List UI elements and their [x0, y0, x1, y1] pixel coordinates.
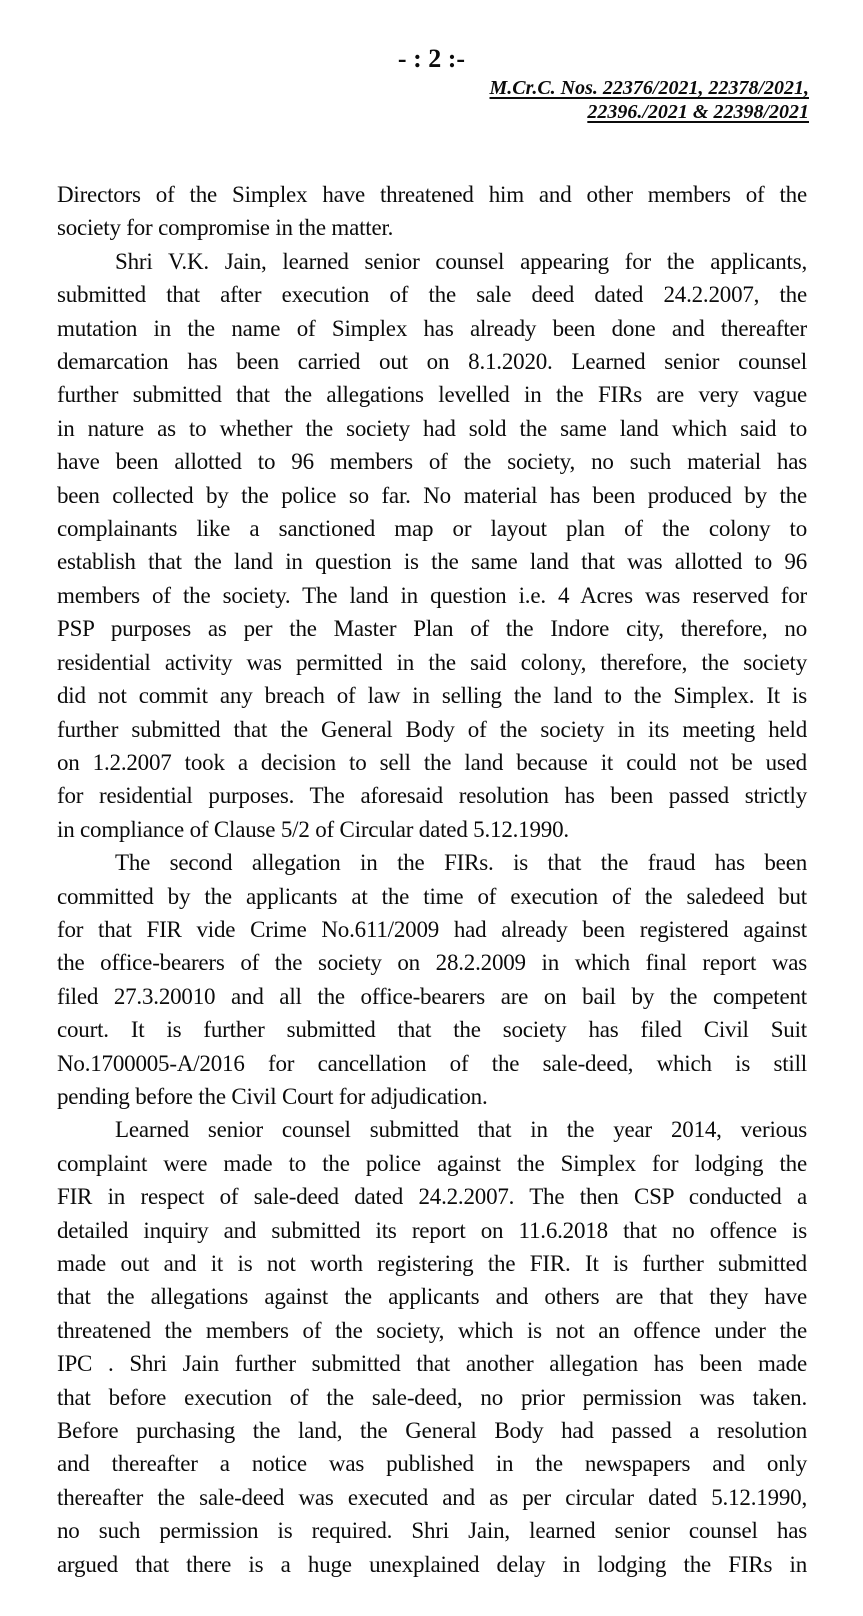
- text-line: IPC . Shri Jain further submitted that another allegation has been made: [57, 1351, 807, 1377]
- body-paragraph: [57, 846, 807, 1113]
- text-line: the office-bearers of the society on 28.2.2009 in which final report was: [57, 950, 807, 976]
- text-line: threatened the members of the society, which is not an offence under the: [57, 1317, 807, 1343]
- body-paragraph: [57, 1113, 807, 1581]
- text-line: submitted that after execution of the sale deed dated 24.2.2007, the: [57, 282, 807, 308]
- text-line: Before purchasing the land, the General Body had passed a resolution: [57, 1418, 807, 1444]
- text-line: for residential purposes. The aforesaid resolution has been passed strictly: [57, 783, 807, 809]
- case-number-line-1: M.Cr.C. Nos. 22376/2021, 22378/2021,: [489, 77, 809, 99]
- text-line: residential activity was permitted in the said colony, therefore, the society: [57, 649, 807, 675]
- body-paragraph: [57, 245, 807, 846]
- text-line: mutation in the name of Simplex has already been done and thereafter: [57, 315, 807, 341]
- text-line: no such permission is required. Shri Jain, learned senior counsel has: [57, 1518, 807, 1544]
- text-line: for that FIR vide Crime No.611/2009 had already been registered against: [57, 916, 807, 942]
- text-line: No.1700005-A/2016 for cancellation of the sale-deed, which is still: [57, 1050, 807, 1076]
- text-line: that before execution of the sale-deed, no prior permission was taken.: [57, 1384, 807, 1410]
- text-line: on 1.2.2007 took a decision to sell the land because it could not be used: [57, 749, 807, 775]
- text-line: demarcation has been carried out on 8.1.2020. Learned senior counsel: [57, 349, 807, 375]
- text-line: establish that the land in question is the same land that was allotted to 96: [57, 549, 807, 575]
- text-line: Shri V.K. Jain, learned senior counsel appearing for the applicants,: [115, 248, 807, 274]
- text-line: been collected by the police so far. No material has been produced by the: [57, 482, 807, 508]
- text-line: detailed inquiry and submitted its report on 11.6.2018 that no offence is: [57, 1217, 807, 1243]
- text-line: society for compromise in the matter.: [57, 215, 394, 241]
- text-line: Directors of the Simplex have threatened him and other members of the: [57, 182, 807, 207]
- text-line: Learned senior counsel submitted that in the year 2014, verious: [115, 1117, 807, 1143]
- text-line: court. It is further submitted that the society has filed Civil Suit: [57, 1017, 807, 1043]
- text-line: complaint were made to the police against the Simplex for lodging the: [57, 1150, 807, 1176]
- text-line: FIR in respect of sale-deed dated 24.2.2007. The then CSP conducted a: [57, 1184, 807, 1210]
- text-line: that the allegations against the applicants and others are that they have: [57, 1284, 807, 1310]
- text-line: in nature as to whether the society had sold the same land which said to: [57, 415, 807, 441]
- text-line: committed by the applicants at the time of execution of the saledeed but: [57, 883, 807, 909]
- text-line: made out and it is not worth registering the FIR. It is further submitted: [57, 1251, 807, 1276]
- page-number: - : 2 :-: [397, 44, 466, 73]
- text-line: in compliance of Clause 5/2 of Circular dated 5.12.1990.: [57, 816, 569, 842]
- text-line: PSP purposes as per the Master Plan of the Indore city, therefore, no: [57, 616, 807, 642]
- text-line: thereafter the sale-deed was executed and as per circular dated 5.12.1990,: [57, 1484, 807, 1510]
- text-line: further submitted that the allegations levelled in the FIRs are very vague: [57, 382, 807, 408]
- text-line: did not commit any breach of law in selling the land to the Simplex. It is: [57, 683, 807, 709]
- text-line: pending before the Civil Court for adjudication.: [57, 1083, 488, 1109]
- text-line: members of the society. The land in question i.e. 4 Acres was reserved for: [57, 582, 807, 608]
- case-numbers-block: [0, 77, 863, 124]
- text-line: further submitted that the General Body of the society in its meeting held: [57, 716, 807, 742]
- case-number-line-2: 22396./2021 & 22398/2021: [587, 100, 809, 123]
- text-line: filed 27.3.20010 and all the office-bearers are on bail by the competent: [57, 983, 807, 1009]
- text-line: have been allotted to 96 members of the society, no such material has: [57, 449, 807, 475]
- document-body: [57, 178, 807, 1581]
- text-line: argued that there is a huge unexplained delay in lodging the FIRs in: [57, 1551, 807, 1577]
- text-line: The second allegation in the FIRs. is that the fraud has been: [115, 850, 807, 876]
- text-line: complainants like a sanctioned map or layout plan of the colony to: [57, 516, 807, 542]
- text-line: and thereafter a notice was published in the newspapers and only: [57, 1451, 807, 1477]
- body-paragraph: [57, 178, 807, 245]
